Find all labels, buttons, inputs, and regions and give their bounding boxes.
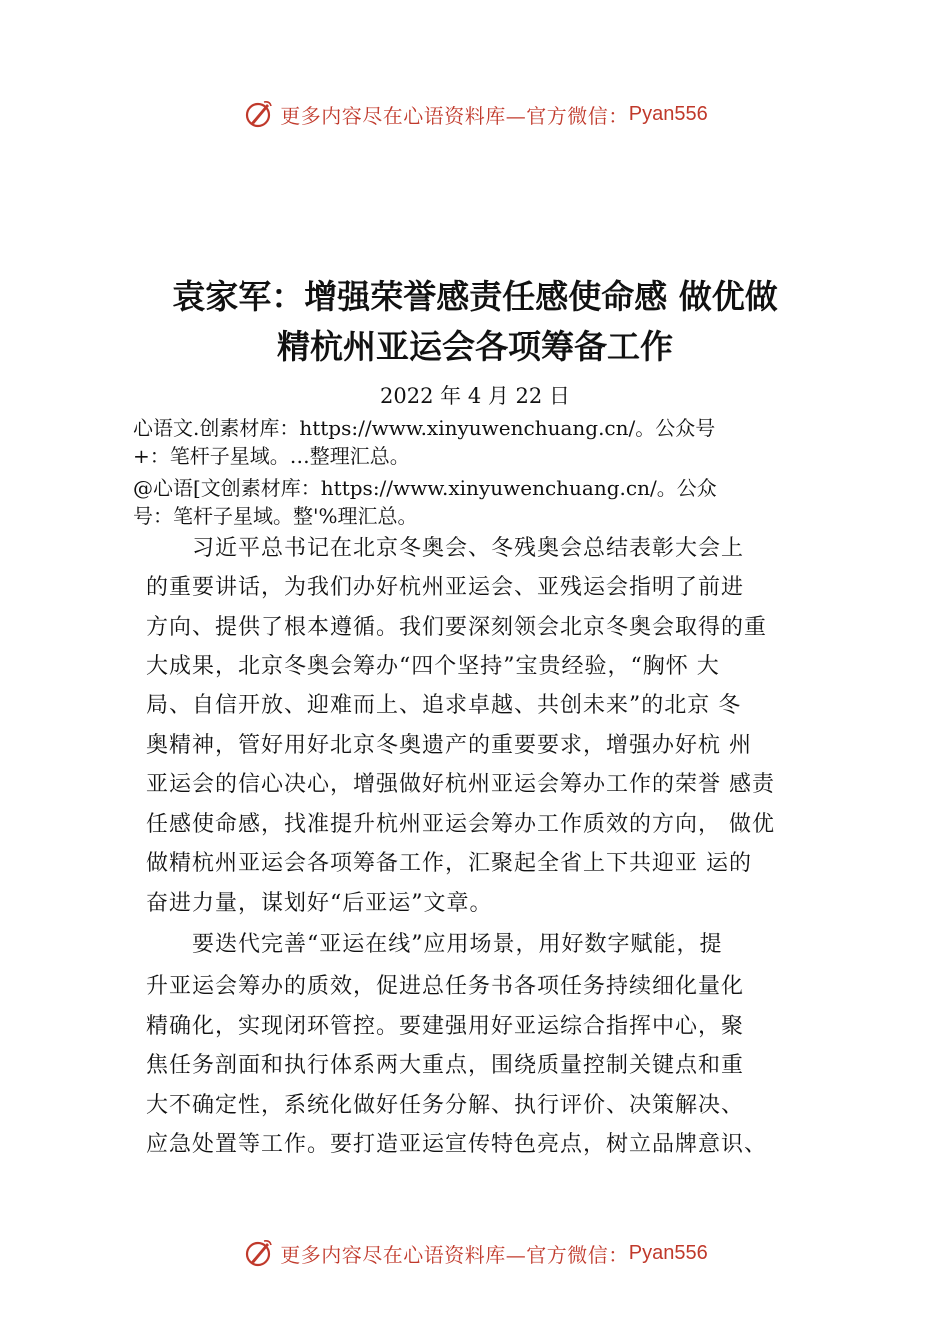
banner-text: 更多内容尽在心语资料库—官方微信： [280, 103, 629, 128]
body-line: 亚运会的信心决心，增强做好杭州亚运会筹办工作的荣誉 感责 [146, 772, 775, 797]
body-line: 焦任务剖面和执行体系两大重点，围绕质量控制关键点和重 [146, 1053, 745, 1078]
body-line: 奋进力量，谋划好“后亚运”文章。 [146, 891, 493, 916]
body-line: 任感使命感，找准提升杭州亚运会筹办工作质效的方向， 做优 [146, 812, 775, 837]
body-line: 方向、提供了根本遵循。我们要深刻领会北京冬奥会取得的重 [146, 615, 768, 640]
body-line: 精确化，实现闭环管控。要建强用好亚运综合指挥中心，聚 [146, 1014, 745, 1039]
watermark-banner-top [0, 94, 950, 134]
body-line: 大成果，北京冬奥会筹办“四个坚持”宝贵经验，“胸怀 大 [146, 654, 720, 679]
title-line-2: 精杭州亚运会各项筹备工作 [277, 327, 673, 366]
quill-logo-icon [242, 1237, 274, 1269]
body-line: 做精杭州亚运会各项筹备工作，汇聚起全省上下共迎亚 运的 [146, 851, 752, 876]
body-line: 奥精神，管好用好北京冬奥遗产的重要要求，增强办好杭 州 [146, 733, 752, 758]
meta-line: 号：笔杆子星域。整'%理汇总。 [133, 504, 418, 528]
meta-line: @心语[文创素材库：https://www.xinyuwenchuang.cn/。公众 [133, 476, 717, 500]
banner-text: 更多内容尽在心语资料库—官方微信： [280, 1242, 629, 1267]
body-line: 习近平总书记在北京冬奥会、冬残奥会总结表彰大会上 [146, 536, 745, 561]
watermark-banner-bottom [0, 1233, 950, 1273]
body-line: 局、自信开放、迎难而上、追求卓越、共创未来”的北京 冬 [146, 693, 742, 718]
body-line: 要迭代完善“亚运在线”应用场景，用好数字赋能，提 [146, 932, 723, 957]
article-title [0, 272, 950, 372]
meta-line: +：笔杆子星域。…整理汇总。 [133, 444, 410, 468]
body-line: 的重要讲话，为我们办好杭州亚运会、亚残运会指明了前进 [146, 575, 745, 600]
banner-wechat-id: Pyan556 [628, 1241, 708, 1264]
body-line: 升亚运会筹办的质效，促进总任务书各项任务持续细化量化 [146, 974, 745, 999]
quill-logo-icon [242, 98, 274, 130]
body-line: 应急处置等工作。要打造亚运宣传特色亮点，树立品牌意识、 [146, 1132, 768, 1157]
banner-wechat-id: Pyan556 [628, 102, 708, 125]
body-line: 大不确定性，系统化做好任务分解、执行评价、决策解决、 [146, 1093, 745, 1118]
article-date: 2022 年 4 月 22 日 [380, 384, 570, 408]
title-line-1: 袁家军：增强荣誉感责任感使命感 做优做 [172, 277, 778, 316]
meta-line: 心语文.创素材库：https://www.xinyuwenchuang.cn/。公众号 [133, 416, 716, 440]
